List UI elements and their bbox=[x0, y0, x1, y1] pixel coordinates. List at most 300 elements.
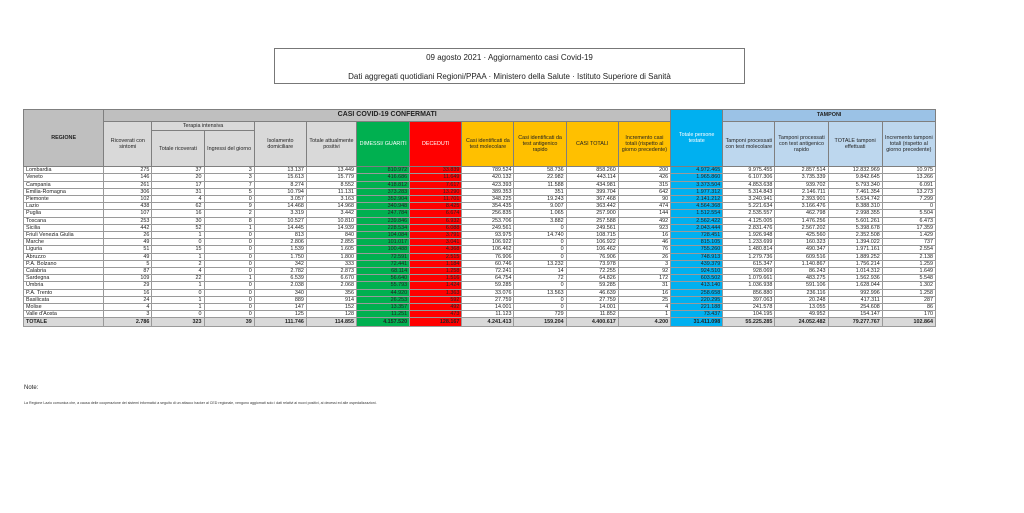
table-cell: 33.839 bbox=[410, 167, 462, 174]
table-cell: 858.260 bbox=[566, 167, 618, 174]
table-cell: 17 bbox=[152, 181, 204, 188]
table-cell: 253.706 bbox=[462, 217, 514, 224]
table-cell: 39 bbox=[204, 318, 254, 327]
header-incremento-casi: Incremento casi totali (rispetto al giorno precedente) bbox=[618, 122, 670, 167]
region-name: Friuli Venezia Giulia bbox=[24, 232, 104, 239]
table-cell: 1.429 bbox=[882, 232, 935, 239]
table-cell: 249.561 bbox=[566, 224, 618, 231]
table-cell: 200 bbox=[618, 167, 670, 174]
region-name: Sicilia bbox=[24, 224, 104, 231]
table-cell: 22.982 bbox=[514, 174, 566, 181]
header-totale-positivi: Totale attualmente positivi bbox=[306, 122, 356, 167]
table-cell: 257.588 bbox=[566, 217, 618, 224]
table-cell: 9.975.455 bbox=[723, 167, 775, 174]
table-cell: 6.107.306 bbox=[723, 174, 775, 181]
table-cell: 2.562.422 bbox=[671, 217, 723, 224]
table-cell: 4.125.005 bbox=[723, 217, 775, 224]
region-name: P.A. Trento bbox=[24, 289, 104, 296]
table-cell: 104.195 bbox=[723, 311, 775, 318]
table-cell: 25 bbox=[618, 296, 670, 303]
table-cell: 16 bbox=[618, 289, 670, 296]
table-cell: 1 bbox=[152, 296, 204, 303]
table-cell: 0 bbox=[204, 232, 254, 239]
table-cell: 2.146.711 bbox=[775, 188, 828, 195]
table-cell: 64.754 bbox=[462, 275, 514, 282]
table-cell: 12.832.969 bbox=[828, 167, 882, 174]
table-cell: 4 bbox=[104, 304, 152, 311]
table-cell: 4 bbox=[152, 268, 204, 275]
table-row bbox=[24, 304, 936, 311]
header-tamponi: TAMPONI bbox=[723, 110, 936, 122]
region-name: Liguria bbox=[24, 246, 104, 253]
table-cell: 615.347 bbox=[723, 260, 775, 267]
header-tamponi-incremento: Incremento tamponi totali (rispetto al giorno precedente) bbox=[882, 122, 935, 167]
table-cell: 146 bbox=[104, 174, 152, 181]
table-cell: 14.468 bbox=[254, 203, 306, 210]
table-cell: 14.001 bbox=[462, 304, 514, 311]
table-cell: 9.007 bbox=[514, 203, 566, 210]
table-cell: 128 bbox=[306, 311, 356, 318]
table-cell: 2.806 bbox=[254, 239, 306, 246]
table-cell: 810.972 bbox=[357, 167, 410, 174]
table-cell: 417.311 bbox=[828, 296, 882, 303]
table-cell: 992.996 bbox=[828, 289, 882, 296]
table-row bbox=[24, 196, 936, 203]
table-cell: 728.451 bbox=[671, 232, 723, 239]
table-cell: 221.188 bbox=[671, 304, 723, 311]
table-cell: 928.069 bbox=[723, 268, 775, 275]
table-cell: 55.793 bbox=[357, 282, 410, 289]
table-cell: 68.114 bbox=[357, 268, 410, 275]
table-cell: 1.965.860 bbox=[671, 174, 723, 181]
table-cell: 1.424 bbox=[410, 282, 462, 289]
table-cell: 3 bbox=[204, 167, 254, 174]
table-cell: 13.273 bbox=[882, 188, 935, 195]
table-cell: 7 bbox=[204, 181, 254, 188]
header-ti-ingressi: Ingressi del giorno bbox=[204, 131, 254, 167]
table-cell: 3.373.504 bbox=[671, 181, 723, 188]
table-row bbox=[24, 181, 936, 188]
table-cell: 473 bbox=[410, 311, 462, 318]
table-cell: 86 bbox=[882, 304, 935, 311]
table-cell: 0 bbox=[204, 196, 254, 203]
table-cell: 6.091 bbox=[882, 181, 935, 188]
table-cell: 256.835 bbox=[462, 210, 514, 217]
table-cell: 46 bbox=[618, 239, 670, 246]
table-row bbox=[24, 289, 936, 296]
table-cell: 3.041 bbox=[410, 239, 462, 246]
table-cell: 3.240.941 bbox=[723, 196, 775, 203]
table-cell: 340 bbox=[254, 289, 306, 296]
table-cell: 104.084 bbox=[357, 232, 410, 239]
table-cell: 0 bbox=[514, 296, 566, 303]
table-cell: 106.462 bbox=[566, 246, 618, 253]
table-cell: 22 bbox=[152, 275, 204, 282]
table-cell: 247.784 bbox=[357, 210, 410, 217]
table-cell: 102 bbox=[104, 196, 152, 203]
table-cell: 1.394.022 bbox=[828, 239, 882, 246]
table-cell: 2.855 bbox=[306, 239, 356, 246]
header-region: REGIONE bbox=[24, 110, 104, 167]
table-cell: 10.810 bbox=[306, 217, 356, 224]
table-cell: 363.442 bbox=[566, 203, 618, 210]
table-cell: 30 bbox=[152, 217, 204, 224]
table-cell: 31 bbox=[618, 282, 670, 289]
table-row bbox=[24, 203, 936, 210]
table-row bbox=[24, 260, 936, 267]
table-cell: 15 bbox=[152, 246, 204, 253]
table-cell: 3 bbox=[104, 311, 152, 318]
table-cell: 100.488 bbox=[357, 246, 410, 253]
table-cell: 2.138 bbox=[882, 253, 935, 260]
table-cell: 44.920 bbox=[357, 289, 410, 296]
table-cell: 1 bbox=[152, 253, 204, 260]
table-cell: 923 bbox=[618, 224, 670, 231]
region-name: Puglia bbox=[24, 210, 104, 217]
table-cell: 0 bbox=[204, 296, 254, 303]
table-cell: 253 bbox=[104, 217, 152, 224]
table-cell: 342 bbox=[254, 260, 306, 267]
table-row bbox=[24, 239, 936, 246]
table-cell: 439.379 bbox=[671, 260, 723, 267]
table-cell: 397.063 bbox=[723, 296, 775, 303]
table-cell: 2.141.212 bbox=[671, 196, 723, 203]
table-cell: 2.782 bbox=[254, 268, 306, 275]
table-row bbox=[24, 174, 936, 181]
table-cell: 1 bbox=[152, 304, 204, 311]
table-cell: 0 bbox=[514, 282, 566, 289]
table-cell: 73.978 bbox=[566, 260, 618, 267]
note-text: La Regione Lazio comunica che, a causa delle cooperazione dei sistemi informatici a seguito di un attacco hacker al CED regionale, vengono aggiornati solo i dati relativi ai nuovi positivi, ai decessi ed alle ospedalizzazioni. bbox=[24, 401, 377, 405]
table-cell: 1.628.044 bbox=[828, 282, 882, 289]
table-cell: 591.106 bbox=[775, 282, 828, 289]
table-cell: 789.524 bbox=[462, 167, 514, 174]
table-cell: 8.552 bbox=[306, 181, 356, 188]
table-cell: 5 bbox=[204, 188, 254, 195]
table-row bbox=[24, 311, 936, 318]
table-cell: 1.926.948 bbox=[723, 232, 775, 239]
table-row bbox=[24, 167, 936, 174]
table-cell: 2.786 bbox=[104, 318, 152, 327]
table-cell: 492 bbox=[410, 304, 462, 311]
table-cell: 1.258 bbox=[882, 289, 935, 296]
report-title: 09 agosto 2021 · Aggiornamento casi Covid-19 bbox=[426, 53, 593, 62]
table-cell: 2.873 bbox=[306, 268, 356, 275]
table-cell: 3.163 bbox=[306, 196, 356, 203]
table-cell: 111.746 bbox=[254, 318, 306, 327]
table-cell: 1.562.936 bbox=[828, 275, 882, 282]
table-cell: 160.323 bbox=[775, 239, 828, 246]
table-cell: 102.864 bbox=[882, 318, 935, 327]
table-cell: 0 bbox=[204, 304, 254, 311]
table-cell: 13.290 bbox=[410, 188, 462, 195]
table-cell: 352.904 bbox=[357, 196, 410, 203]
table-cell: 603.502 bbox=[671, 275, 723, 282]
table-cell: 0 bbox=[882, 203, 935, 210]
table-cell: 56.640 bbox=[357, 275, 410, 282]
table-cell: 20 bbox=[152, 174, 204, 181]
table-cell: 13.137 bbox=[254, 167, 306, 174]
table-cell: 1.480.814 bbox=[723, 246, 775, 253]
table-cell: 13.563 bbox=[514, 289, 566, 296]
table-cell: 220.295 bbox=[671, 296, 723, 303]
table-cell: 27.759 bbox=[462, 296, 514, 303]
table-cell: 306 bbox=[104, 188, 152, 195]
table-cell: 7.617 bbox=[410, 181, 462, 188]
table-cell: 1.233.699 bbox=[723, 239, 775, 246]
table-cell: 287 bbox=[882, 296, 935, 303]
table-cell: 3.735.339 bbox=[775, 174, 828, 181]
table-cell: 58.736 bbox=[514, 167, 566, 174]
region-name: Calabria bbox=[24, 268, 104, 275]
table-row bbox=[24, 188, 936, 195]
region-name: Veneto bbox=[24, 174, 104, 181]
table-cell: 11.701 bbox=[410, 196, 462, 203]
table-cell: 2.567.202 bbox=[775, 224, 828, 231]
table-cell: 31.411.098 bbox=[671, 318, 723, 327]
table-cell: 257.900 bbox=[566, 210, 618, 217]
table-row bbox=[24, 217, 936, 224]
region-name: Molise bbox=[24, 304, 104, 311]
table-cell: 154.147 bbox=[828, 311, 882, 318]
table-cell: 443.114 bbox=[566, 174, 618, 181]
table-cell: 14 bbox=[514, 268, 566, 275]
table-cell: 0 bbox=[204, 311, 254, 318]
table-cell: 5.548 bbox=[882, 275, 935, 282]
table-cell: 490.347 bbox=[775, 246, 828, 253]
table-cell: 592 bbox=[410, 296, 462, 303]
region-name: Toscana bbox=[24, 217, 104, 224]
table-cell: 0 bbox=[514, 304, 566, 311]
table-cell: 4.564.368 bbox=[671, 203, 723, 210]
table-cell: 748.913 bbox=[671, 253, 723, 260]
table-cell: 241.578 bbox=[723, 304, 775, 311]
table-row bbox=[24, 232, 936, 239]
table-cell: 1.512.554 bbox=[671, 210, 723, 217]
table-cell: 26 bbox=[618, 253, 670, 260]
total-row bbox=[24, 318, 936, 327]
table-row bbox=[24, 282, 936, 289]
table-cell: 418.812 bbox=[357, 181, 410, 188]
table-cell: 16 bbox=[104, 289, 152, 296]
table-cell: 609.516 bbox=[775, 253, 828, 260]
table-cell: 0 bbox=[514, 246, 566, 253]
table-cell: 55.225.285 bbox=[723, 318, 775, 327]
table-cell: 5 bbox=[104, 260, 152, 267]
table-cell: 389.353 bbox=[462, 188, 514, 195]
table-cell: 106.922 bbox=[566, 239, 618, 246]
table-cell: 108.715 bbox=[566, 232, 618, 239]
table-cell: 51 bbox=[104, 246, 152, 253]
table-cell: 13.055 bbox=[775, 304, 828, 311]
region-name: Campania bbox=[24, 181, 104, 188]
table-cell: 1.036.938 bbox=[723, 282, 775, 289]
table-cell: 29 bbox=[104, 282, 152, 289]
table-cell: 6.473 bbox=[882, 217, 935, 224]
table-cell: 1.279.736 bbox=[723, 253, 775, 260]
table-cell: 13.232 bbox=[514, 260, 566, 267]
table-row bbox=[24, 275, 936, 282]
table-cell: 254.608 bbox=[828, 304, 882, 311]
table-cell: 76 bbox=[618, 246, 670, 253]
table-cell: 2.857.514 bbox=[775, 167, 828, 174]
table-cell: 10.975 bbox=[882, 167, 935, 174]
table-cell: 642 bbox=[618, 188, 670, 195]
table-cell: 172 bbox=[618, 275, 670, 282]
table-cell: 1 bbox=[618, 311, 670, 318]
table-cell: 107 bbox=[104, 210, 152, 217]
table-cell: 1.184 bbox=[410, 260, 462, 267]
table-cell: 24.052.482 bbox=[775, 318, 828, 327]
table-cell: 87 bbox=[104, 268, 152, 275]
header-deceduti: DECEDUTI bbox=[410, 122, 462, 167]
table-cell: 170 bbox=[882, 311, 935, 318]
header-casi-totali: CASI TOTALI bbox=[566, 122, 618, 167]
table-cell: 0 bbox=[152, 289, 204, 296]
table-cell: 0 bbox=[514, 253, 566, 260]
table-cell: 6.670 bbox=[306, 275, 356, 282]
table-cell: 5.314.843 bbox=[723, 188, 775, 195]
table-cell: 3 bbox=[204, 174, 254, 181]
table-cell: 8.425 bbox=[410, 203, 462, 210]
table-cell: 49.952 bbox=[775, 311, 828, 318]
header-confirmed-cases: CASI COVID-19 CONFERMATI bbox=[104, 110, 671, 122]
table-cell: 939.702 bbox=[775, 181, 828, 188]
table-cell: 144 bbox=[618, 210, 670, 217]
table-cell: 49 bbox=[104, 239, 152, 246]
table-cell: 14.001 bbox=[566, 304, 618, 311]
table-cell: 0 bbox=[204, 246, 254, 253]
table-cell: 37 bbox=[152, 167, 204, 174]
table-cell: 159.204 bbox=[514, 318, 566, 327]
table-cell: 0 bbox=[152, 311, 204, 318]
table-cell: 9 bbox=[204, 203, 254, 210]
header-dimessi: DIMESSI/ GUARITI bbox=[357, 122, 410, 167]
table-cell: 10.527 bbox=[254, 217, 306, 224]
table-cell: 5.504 bbox=[882, 210, 935, 217]
table-cell: 0 bbox=[204, 289, 254, 296]
table-cell: 2.554 bbox=[882, 246, 935, 253]
table-cell: 64.826 bbox=[566, 275, 618, 282]
table-cell: 147 bbox=[254, 304, 306, 311]
table-cell: 7.299 bbox=[882, 196, 935, 203]
table-cell: 348.225 bbox=[462, 196, 514, 203]
table-cell: 8.388.310 bbox=[828, 203, 882, 210]
table-row bbox=[24, 296, 936, 303]
table-cell: 8 bbox=[204, 217, 254, 224]
table-cell: 11.131 bbox=[306, 188, 356, 195]
table-cell: 17.359 bbox=[882, 224, 935, 231]
table-cell: 76.906 bbox=[462, 253, 514, 260]
table-cell: 60.746 bbox=[462, 260, 514, 267]
table-cell: 106.922 bbox=[462, 239, 514, 246]
region-name: Marche bbox=[24, 239, 104, 246]
table-cell: 840 bbox=[306, 232, 356, 239]
region-name: Abruzzo bbox=[24, 253, 104, 260]
table-cell: 483.275 bbox=[775, 275, 828, 282]
table-cell: 0 bbox=[204, 282, 254, 289]
table-cell: 11.251 bbox=[357, 311, 410, 318]
table-cell: 6.088 bbox=[410, 224, 462, 231]
table-cell: 0 bbox=[204, 253, 254, 260]
table-cell: 79.277.767 bbox=[828, 318, 882, 327]
table-cell: 0 bbox=[204, 268, 254, 275]
table-cell: 1.605 bbox=[306, 246, 356, 253]
header-terapia-intensiva: Terapia intensiva bbox=[152, 122, 254, 131]
header-tamponi-totale: TOTALE tamponi effettuati bbox=[828, 122, 882, 167]
table-cell: 0 bbox=[204, 260, 254, 267]
region-name: Emilia-Romagna bbox=[24, 188, 104, 195]
table-cell: 1.750 bbox=[254, 253, 306, 260]
table-cell: 442 bbox=[104, 224, 152, 231]
table-cell: 340.948 bbox=[357, 203, 410, 210]
header-ti-totale: Totale ricoverati bbox=[152, 131, 204, 167]
table-cell: 14.445 bbox=[254, 224, 306, 231]
table-row bbox=[24, 210, 936, 217]
table-cell: 0 bbox=[514, 224, 566, 231]
header-casi-antigenico: Casi identificati da test antigenico rapido bbox=[514, 122, 566, 167]
table-cell: 46.639 bbox=[566, 289, 618, 296]
table-cell: 72.441 bbox=[357, 260, 410, 267]
table-cell: 420.132 bbox=[462, 174, 514, 181]
table-cell: 4.368 bbox=[410, 246, 462, 253]
region-name: Piemonte bbox=[24, 196, 104, 203]
table-cell: 1.302 bbox=[882, 282, 935, 289]
table-cell: 373.283 bbox=[357, 188, 410, 195]
table-cell: 14.939 bbox=[306, 224, 356, 231]
table-cell: 3.319 bbox=[254, 210, 306, 217]
table-cell: 2 bbox=[152, 260, 204, 267]
table-cell: 423.393 bbox=[462, 181, 514, 188]
table-cell: 11.852 bbox=[566, 311, 618, 318]
covid-data-table bbox=[23, 109, 936, 327]
table-cell: 86.243 bbox=[775, 268, 828, 275]
table-cell: 1.363 bbox=[410, 289, 462, 296]
region-name: P.A. Bolzano bbox=[24, 260, 104, 267]
table-cell: 16 bbox=[618, 232, 670, 239]
table-cell: 1.971.161 bbox=[828, 246, 882, 253]
table-cell: 2.352.508 bbox=[828, 232, 882, 239]
table-cell: 73.437 bbox=[671, 311, 723, 318]
table-cell: 413.140 bbox=[671, 282, 723, 289]
table-cell: 462.798 bbox=[775, 210, 828, 217]
table-cell: 354.435 bbox=[462, 203, 514, 210]
table-cell: 1.889.252 bbox=[828, 253, 882, 260]
table-cell: 4 bbox=[152, 196, 204, 203]
table-cell: 152 bbox=[306, 304, 356, 311]
table-cell: 114.855 bbox=[306, 318, 356, 327]
table-cell: 399.704 bbox=[566, 188, 618, 195]
table-cell: 1.065 bbox=[514, 210, 566, 217]
table-cell: 1.259 bbox=[882, 260, 935, 267]
table-cell: 4.200 bbox=[618, 318, 670, 327]
table-cell: 474 bbox=[618, 203, 670, 210]
table-cell: 2.393.901 bbox=[775, 196, 828, 203]
table-cell: 1.258 bbox=[410, 268, 462, 275]
table-cell: 5.634.742 bbox=[828, 196, 882, 203]
table-cell: 2.535.557 bbox=[723, 210, 775, 217]
table-cell: 356 bbox=[306, 289, 356, 296]
table-cell: 109 bbox=[104, 275, 152, 282]
table-cell: 20.248 bbox=[775, 296, 828, 303]
table-cell: 813 bbox=[254, 232, 306, 239]
table-cell: 1.476.256 bbox=[775, 217, 828, 224]
table-row bbox=[24, 246, 936, 253]
table-cell: 1.539 bbox=[254, 246, 306, 253]
table-cell: 128.167 bbox=[410, 318, 462, 327]
header-casi-molecolare: Casi identificati da test molecolare bbox=[462, 122, 514, 167]
table-cell: 1 bbox=[152, 232, 204, 239]
